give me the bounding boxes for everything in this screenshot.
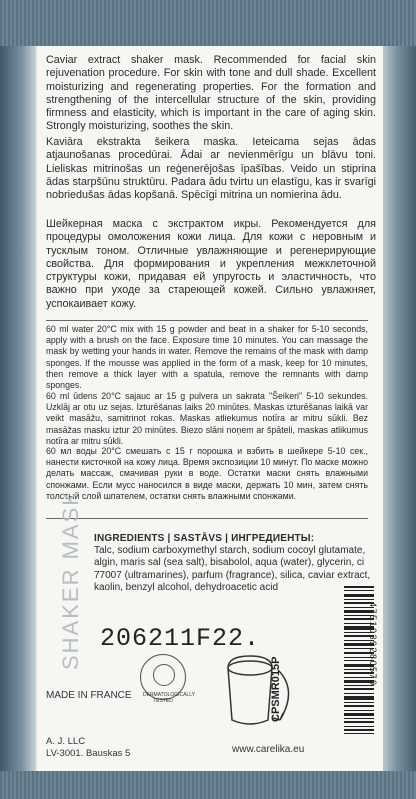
seal-text: DERMATOLOGICALLY TESTED	[143, 692, 195, 704]
dermatologically-tested-seal	[140, 654, 195, 704]
seal-icon	[153, 664, 175, 686]
vertical-product-name: SHAKER MASK	[58, 489, 83, 670]
russian-description: Шейкерная маска с экстрактом икры. Рекомендуется для процедуры омоложения кожи лица. Для кожи с неровным и тусклым тоном. Отличные увлажняющие и регенерирующие свойства. Для формирования и укрепления межклеточной структуры кожи, придавая ей упругость и эластичность, что важно при уходе за стареющей кожей. Сильно увлажняет, успокаивает кожу.	[46, 218, 376, 310]
directions-english: 60 ml water 20°C mix with 15 g powder and beat in a shaker for 5-10 seconds, apply with a brush on the face. Exposure time 10 minutes. You can massage the mask by wetting your hands in water. Remove the remains of the mask with damp sponges. If the mousse was applied in the form of a mask, keep for 10 minutes, then remove a thick layer with a spatula, remove the remnants with damp sponges.	[46, 324, 368, 391]
ingredients-list: Talc, sodium carboxymethyl starch, sodium cocoyl glutamate, algin, maris sal (sea salt), bisabolol, aqua (water), glycerin, ci 77007 (ultramarines), parfum (fragrance), silica, caviar extract, kaolin, benzyl alcohol, dehydroacetic acid	[94, 545, 371, 593]
divider-middle	[46, 518, 368, 519]
directions-latvian: 60 ml ūdens 20°C sajauc ar 15 g pulvera un sakrata "Šeikeri" 5-10 sekundes. Uzklāj ar otu uz sejas. Izturēšanas laiks 20 minūtes. Maskas izturēšanas laikā var veikt masāžu, samitrinot rokas. Maskas atliekumus notīra ar mitru sūkli. Bez masāžas masku iztur 20 minūtes. Biezo slāni noņem ar špāteli, maskas atlikumus notīra ar mitru sūkli.	[46, 391, 368, 446]
directions-russian: 60 мл воды 20°С смешать с 15 г порошка и взбить в шейкере 5-10 сек., нанести кисточкой на кожу лица. Время экспозиции 10 минут. По маске можно делать массаж, смачивая руки в воде. Остатки маски снять влажными спонжами. Если мусс наносился в виде маски, держать 10 мин, затем снять толстый слой шпателем, остатки снять влажными спонжами.	[46, 446, 368, 501]
divider-top	[46, 320, 368, 321]
right-edge	[380, 46, 416, 771]
barcode-number: 4751039280579	[368, 602, 378, 687]
top-crimp	[0, 0, 416, 46]
english-description: Caviar extract shaker mask. Recommended for facial skin rejuvenation procedure. For skin with tone and dull shade. Excellent moisturizing and regenerating properties. For the formation and strengthening of the intercellular structure of the skin, providing firmness and elasticity, which is important in the care of aging skin. Strongly moisturizing, soothes the skin.	[46, 54, 376, 133]
latvian-description: Kaviāra ekstrakta šeikera maska. Ieteicama sejas ādas atjaunošanas procedūrai. Ādai ar nevienmērīgu un blāvu toni. Lieliskas mitrinošas un reģenerējošas īpašības. Veido un stiprina ādas starpšūnu struktūru. Padara ādu tvirtu un elastīgu, kas ir svarīgi nobriedušas ādas kopšanā. Spēcīgi mitrina un nomierina ādu.	[46, 136, 376, 202]
lot-number: 206211F22.	[100, 624, 261, 653]
product-code: CPSMR015P	[270, 656, 282, 722]
address: A. J. LLC LV-3001. Bauskas 5	[46, 736, 131, 759]
ingredients-heading: INGREDIENTS | SASTĀVS | ИНГРЕДИЕНТЫ:	[94, 533, 315, 544]
shaker-icon	[210, 640, 305, 735]
bottom-crimp	[0, 771, 416, 799]
ingredients-block	[94, 533, 372, 594]
made-in: MADE IN FRANCE	[46, 690, 132, 701]
left-edge	[0, 46, 36, 771]
website-link[interactable]: www.carelika.eu	[232, 744, 305, 755]
